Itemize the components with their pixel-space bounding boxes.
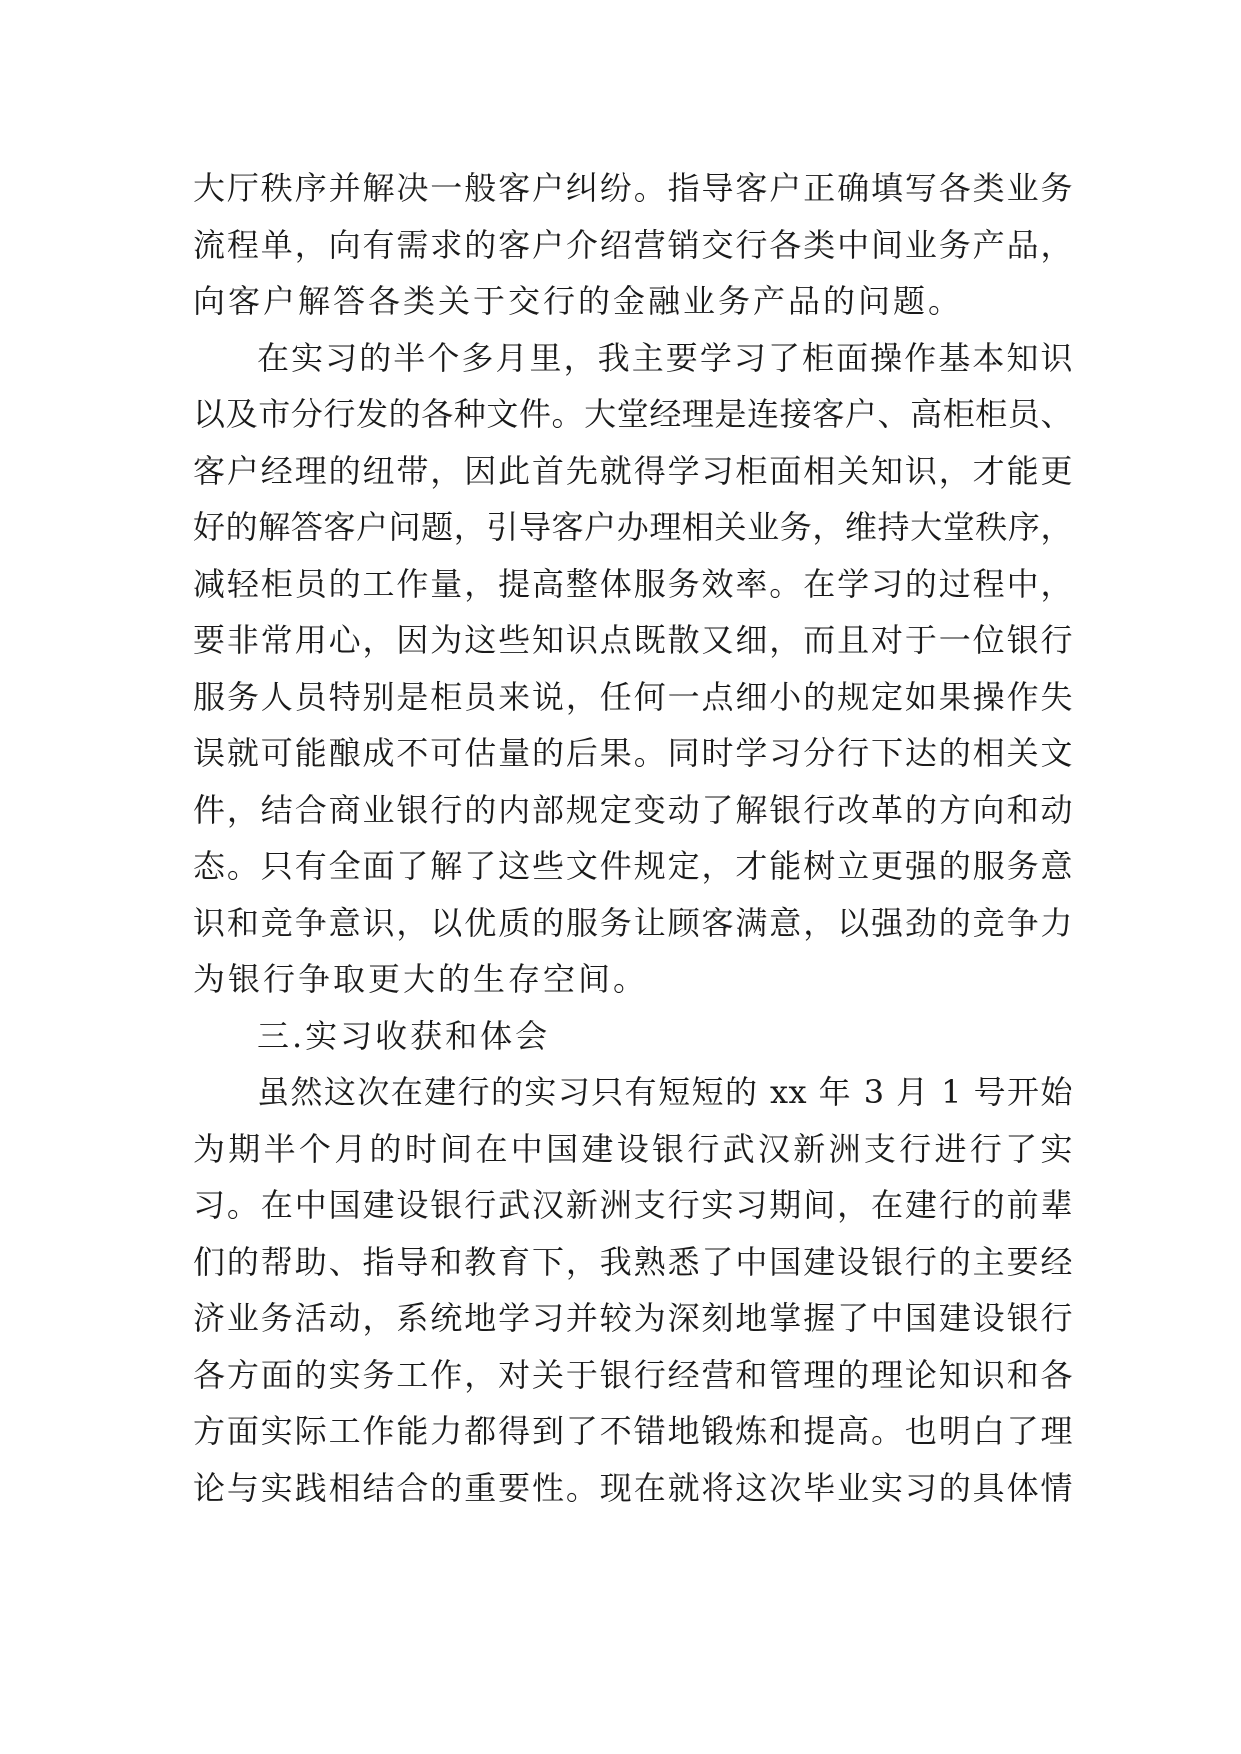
text-line: 习。在中国建设银行武汉新洲支行实习期间，在建行的前辈 <box>193 1186 1073 1224</box>
text-line: 误就可能酿成不可估量的后果。同时学习分行下达的相关文 <box>193 734 1073 772</box>
text-line: 为银行争取更大的生存空间。 <box>193 960 649 998</box>
text-line: 们的帮助、指导和教育下，我熟悉了中国建设银行的主要经 <box>193 1242 1073 1281</box>
text-line: 服务人员特别是柜员来说，任何一点细小的规定如果操作失 <box>193 677 1073 716</box>
text-line: 减轻柜员的工作量，提高整体服务效率。在学习的过程中， <box>193 564 1073 603</box>
text-line: 在实习的半个多月里，我主要学习了柜面操作基本知识 <box>257 338 1073 377</box>
document-body <box>193 160 1073 1516</box>
text-line: 客户经理的纽带，因此首先就得学习柜面相关知识，才能更 <box>193 451 1073 490</box>
text-line: 好的解答客户问题，引导客户办理相关业务，维持大堂秩序， <box>193 508 1073 546</box>
text-line: 识和竞争意识，以优质的服务让顾客满意，以强劲的竞争力 <box>193 903 1073 942</box>
text-line: 要非常用心，因为这些知识点既散又细，而且对于一位银行 <box>193 621 1073 659</box>
text-line: 大厅秩序并解决一般客户纠纷。指导客户正确填写各类业务 <box>193 169 1073 207</box>
text-line: 虽然这次在建行的实习只有短短的 xx 年 3 月 1 号开始 <box>257 1073 1073 1111</box>
text-line: 济业务活动，系统地学习并较为深刻地掌握了中国建设银行 <box>193 1299 1073 1337</box>
text-line: 件，结合商业银行的内部规定变动了解银行改革的方向和动 <box>193 790 1073 829</box>
text-line: 为期半个月的时间在中国建设银行武汉新洲支行进行了实 <box>193 1129 1073 1168</box>
text-line: 向客户解答各类关于交行的金融业务产品的问题。 <box>193 282 964 320</box>
text-line: 论与实践相结合的重要性。现在就将这次毕业实习的具体情 <box>193 1468 1073 1507</box>
text-line: 以及市分行发的各种文件。大堂经理是连接客户、高柜柜员、 <box>193 395 1073 433</box>
text-line: 方面实际工作能力都得到了不错地锻炼和提高。也明白了理 <box>193 1412 1073 1450</box>
text-line: 态。只有全面了解了这些文件规定，才能树立更强的服务意 <box>193 847 1073 885</box>
text-line: 三.实习收获和体会 <box>257 1016 551 1055</box>
text-line: 各方面的实务工作，对关于银行经营和管理的理论知识和各 <box>193 1355 1073 1394</box>
text-line: 流程单，向有需求的客户介绍营销交行各类中间业务产品， <box>193 225 1073 264</box>
